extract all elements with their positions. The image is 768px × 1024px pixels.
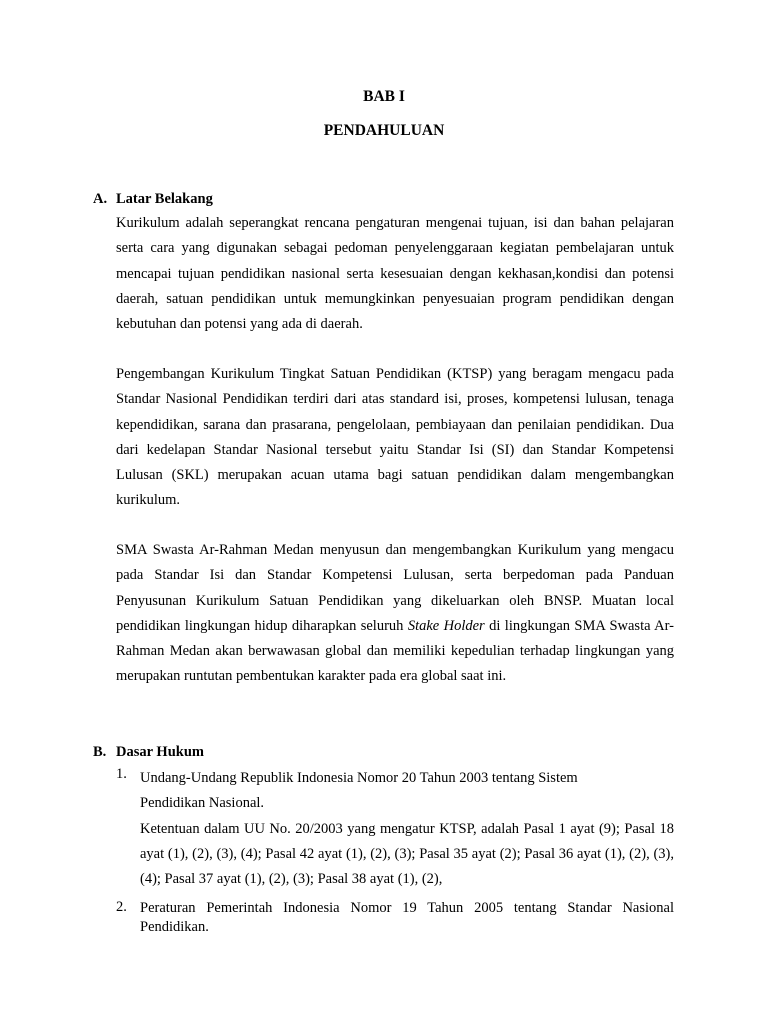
legal-basis-list: [116, 766, 674, 937]
chapter-number: BAB I: [363, 88, 405, 105]
list-item-title-line: Undang-Undang Republik Indonesia Nomor 20 Tahun 2003 tentang Sistem: [140, 770, 578, 786]
section-heading-text: Dasar Hukum: [116, 744, 204, 760]
paragraph-ktsp: Pengembangan Kurikulum Tingkat Satuan Pendidikan (KTSP) yang beragam mengacu pada Standar Nasional Pendidikan terdiri dari atas standard isi, proses, kompetensi lulusan, tenaga kependidikan, sarana dan prasarana, pengelolaan, pembiayaan dan penilaian pendidikan. Dua dari kedelapan Standar Nasional tersebut yaitu Standar Isi (SI) dan Standar Kompetensi Lulusan (SKL) merupakan acuan utama bagi satuan pendidikan dalam mengembangkan kurikulum.: [116, 366, 674, 509]
section-marker: A.: [93, 191, 108, 207]
section-heading-text: Latar Belakang: [116, 191, 213, 207]
list-item: [116, 899, 674, 937]
list-item-detail: Ketentuan dalam UU No. 20/2003 yang mengatur KTSP, adalah Pasal 1 ayat (9); Pasal 18 ayat (1), (2), (3), (4); Pasal 42 ayat (1), (2), (3); Pasal 35 ayat (2); Pasal 36 ayat (1), (2), (3), (4); Pasal 37 ayat (1), (2), (3); Pasal 38 ayat (1), (2),: [140, 820, 674, 888]
list-number: 1.: [116, 766, 127, 782]
list-item: [116, 766, 674, 892]
paragraph-text: SMA Swasta Ar-Rahman Medan menyusun dan mengembangkan Kurikulum yang mengacu pada Standar Isi dan Standar Kompetensi Lulusan, serta berpedoman pada Panduan Penyusunan Kurikulum Satuan Pendidikan yang dikeluarkan oleh BNSP. Muatan local pendidikan lingkungan hidup diharapkan seluruh: [116, 542, 674, 634]
list-item-text: Peraturan Pemerintah Indonesia Nomor 19 Tahun 2005 tentang Standar Nasional Pendidikan.: [140, 900, 674, 936]
paragraph-text: di lingkungan SMA Swasta Ar-Rahman Medan akan berwawasan global dan memiliki kepedulian terhadap lingkungan yang merupakan runtutan pembentukan karakter pada era global saat ini.: [116, 617, 674, 685]
section-heading-latar-belakang: [93, 191, 213, 208]
section-heading-dasar-hukum: [93, 744, 204, 761]
list-item-title: [140, 766, 674, 817]
section-marker: B.: [93, 744, 107, 760]
paragraph-kurikulum: Kurikulum adalah seperangkat rencana pengaturan mengenai tujuan, isi dan bahan pelajaran serta cara yang digunakan sebagai pedoman penyelenggaraan kegiatan pembelajaran untuk mencapai tujuan pendidikan nasional serta kesesuaian dengan kekhasan,kondisi dan potensi daerah, satuan pendidikan untuk memungkinkan penyesuaian program pendidikan dengan kebutuhan dan potensi yang ada di daerah.: [116, 215, 674, 333]
chapter-title: PENDAHULUAN: [323, 122, 445, 139]
list-number: 2.: [116, 899, 127, 916]
stake-holder-italic: Stake Holder: [407, 617, 485, 634]
list-item-title-line: Pendidikan Nasional.: [140, 795, 265, 812]
paragraph-sma-ar-rahman: [116, 538, 674, 690]
